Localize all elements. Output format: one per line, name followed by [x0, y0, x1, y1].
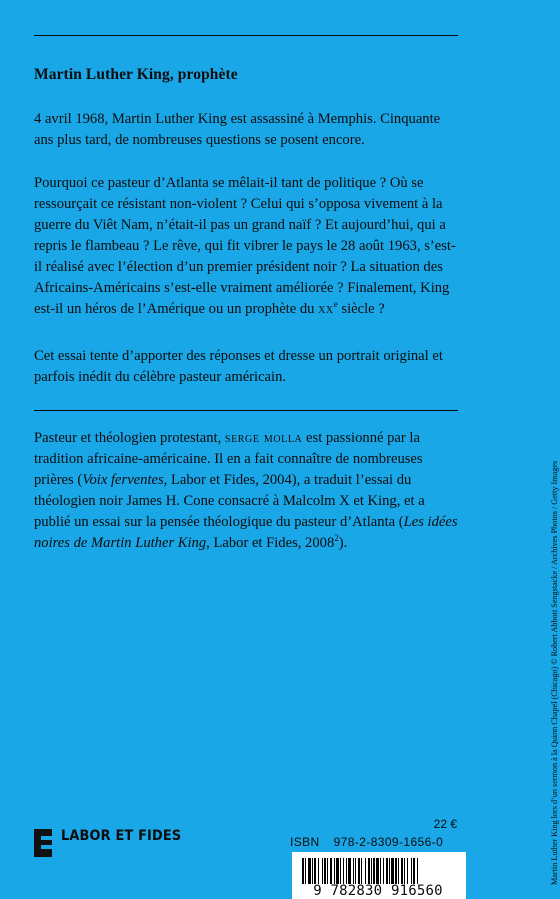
isbn-line	[290, 835, 458, 849]
photo-credit: Martin Luther King lors d’un sermon à la Quinn Chapel (Chicago) © Robert Abbott Sengstacke / Archives Photos / Getty Images	[550, 460, 559, 885]
bio-part-1: est passionné par la tradition africaine-américaine. Il en a fait connaître de nombreuses prières (	[34, 430, 423, 488]
edition-number: 2	[334, 533, 339, 544]
summary-paragraph-2	[34, 173, 462, 320]
middle-divider	[34, 410, 458, 411]
summary-paragraph-2-text: Pourquoi ce pasteur d’Atlanta se mêlait-il tant de politique ? Où se ressourçait ce résistant non-violent ? Celui qui s’opposa vivement à la guerre du Viêt Nam, n’était-il pas un grand naïf ? Et aujourd’hui, qui a repris le flambeau ? Le rêve, qui fit vibrer le pays le 28 août 1963, s’est-il réalisé avec l’élection d’un premier président noir ? La situation des Africains-Américains s’est-elle vraiment améliorée ? Finalement, King est-il un héros de l’Amérique ou un prophète du	[34, 175, 456, 317]
author-name: serge molla	[224, 430, 303, 446]
bio-lead: Pasteur et théologien protestant,	[34, 430, 222, 446]
book-title: Martin Luther King, prophète	[34, 66, 238, 83]
barcode	[292, 852, 466, 899]
century-suffix: e	[333, 299, 338, 310]
bio-part-4: ).	[338, 535, 348, 551]
bio-part-3: , Labor et Fides, 2008	[206, 535, 335, 551]
isbn-label: ISBN	[290, 835, 320, 849]
summary-paragraph-2-end: siècle ?	[337, 301, 385, 317]
book-voix-ferventes: Voix ferventes	[82, 472, 164, 488]
barcode-digits: 9 782830 916560	[313, 883, 443, 899]
top-divider	[34, 35, 458, 36]
summary-paragraph-3: Cet essai tente d’apporter des réponses et dresse un portrait original et parfois inédit du célèbre pasteur américain.	[34, 348, 443, 385]
price: 22 €	[433, 817, 457, 831]
summary-paragraph-1: 4 avril 1968, Martin Luther King est assassiné à Memphis. Cinquante ans plus tard, de nombreuses questions se posent encore.	[34, 111, 441, 148]
barcode-icon	[292, 852, 466, 886]
book-idees-noires: Les idées noires de Martin Luther King	[34, 514, 458, 551]
publisher-name: LABOR ET FIDES	[61, 828, 182, 844]
isbn-value: 978-2-8309-1656-0	[333, 835, 444, 849]
bio-part-2: , Labor et Fides, 2004), a traduit l’essai du théologien noir James H. Cone consacré à Malcolm X et King, et a publié un essai sur la pensée théologique du pasteur d’Atlanta (	[34, 472, 425, 530]
author-bio	[34, 428, 462, 554]
century-numeral: xx	[318, 301, 334, 317]
publisher-logo-icon	[34, 829, 52, 857]
